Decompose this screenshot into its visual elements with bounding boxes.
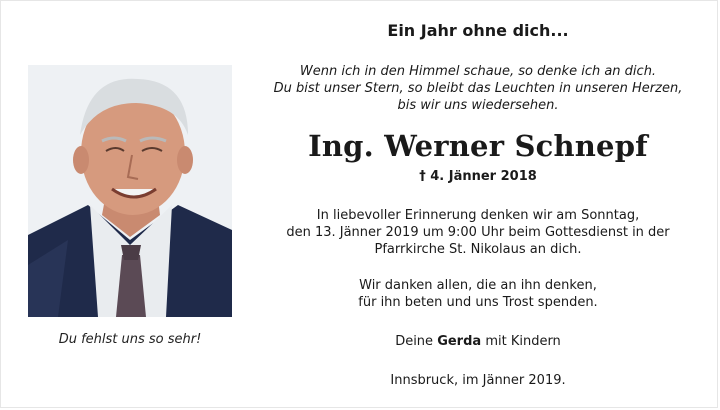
signature-suffix: mit Kindern	[485, 334, 561, 349]
poem-line: Du bist unser Stern, so bleibt das Leuchten in unseren Herzen,	[273, 81, 683, 96]
memorial-line: Pfarrkirche St. Nikolaus an dich.	[374, 242, 582, 257]
thanks-line: für ihn beten und uns Trost spenden.	[358, 295, 598, 310]
thanks-line: Wir danken allen, die an ihn denken,	[359, 278, 597, 293]
poem-line: bis wir uns wiedersehen.	[397, 98, 559, 113]
place-and-date: Innsbruck, im Jänner 2019.	[390, 373, 566, 388]
signature-name: Gerda	[437, 334, 482, 349]
memorial-line: In liebevoller Erinnerung denken wir am Sonntag,	[316, 208, 640, 223]
signature	[263, 334, 693, 349]
signature-prefix: Deine	[395, 334, 434, 349]
deceased-name: Ing. Werner Schnepf	[308, 129, 648, 163]
memorial-line: den 13. Jänner 2019 um 9:00 Uhr beim Gottesdienst in der	[286, 225, 670, 240]
photo-caption: Du fehlst uns so sehr!	[58, 332, 202, 347]
poem-line: Wenn ich in den Himmel schaue, so denke ich an dich.	[299, 64, 657, 79]
thanks-text	[263, 277, 693, 311]
death-date: † 4. Jänner 2018	[419, 169, 537, 184]
notice-heading: Ein Jahr ohne dich...	[387, 21, 569, 40]
memorial-service-text	[263, 207, 693, 258]
poem-verse	[263, 63, 693, 114]
portrait-photo	[28, 65, 232, 317]
